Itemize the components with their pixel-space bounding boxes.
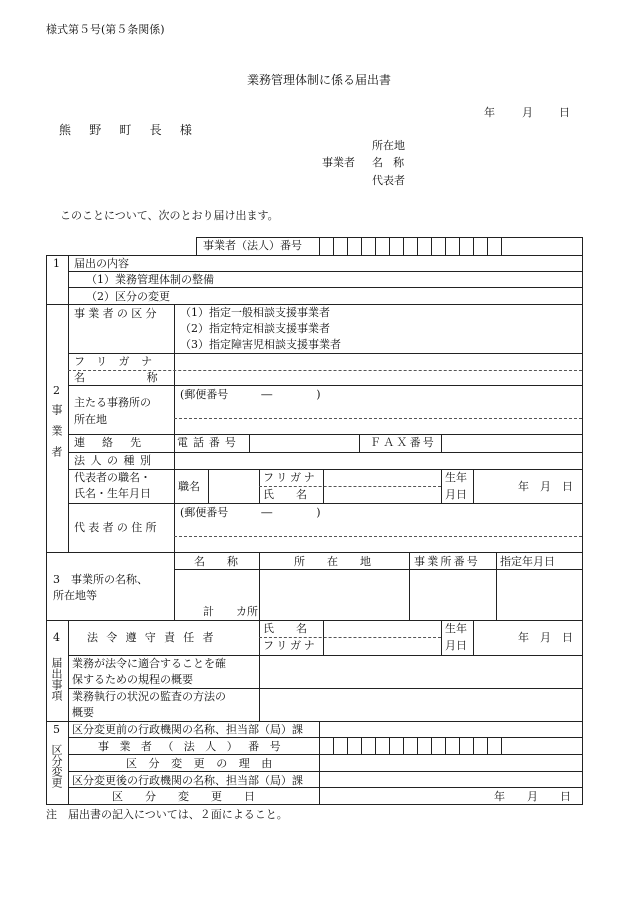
representative-label-2: 氏名・生年月日	[74, 487, 151, 500]
table-rule-vertical	[473, 469, 474, 503]
table-rule-horizontal	[68, 688, 582, 689]
intro-text: このことについて、次のとおり届け出ます。	[60, 209, 279, 222]
table-rule-vertical	[459, 237, 460, 255]
table-rule-vertical	[347, 237, 348, 255]
name-label: 名称	[74, 371, 220, 384]
table-rule-vertical	[319, 721, 320, 805]
table-rule-horizontal	[68, 353, 582, 354]
table-rule-horizontal	[174, 569, 582, 570]
table-rule-horizontal	[46, 804, 583, 805]
table-rule-vertical	[259, 552, 260, 620]
job-title-label: 職名	[178, 480, 200, 493]
rep-name-label: 氏 名	[263, 488, 307, 501]
category-general-support: （1）指定一般相談支援事業者	[180, 306, 330, 319]
phone-label: 電話番号	[177, 436, 241, 449]
officer-birth-ymd: 年 月 日	[518, 631, 573, 644]
contact-label: 連絡先	[74, 436, 159, 449]
rep-address-label: 代表者の住所	[74, 521, 160, 534]
document-title: 業務管理体制に係る届出書	[247, 73, 392, 87]
table-rule-vertical	[496, 552, 497, 620]
table-rule-vertical	[431, 737, 432, 754]
compliance-rules-label-1: 業務が法令に適合することを確	[72, 657, 226, 670]
notification-item-system: （1）業務管理体制の整備	[86, 273, 214, 286]
table-rule-vertical	[431, 237, 432, 255]
table-rule-horizontal	[174, 418, 582, 419]
table-rule-vertical	[319, 237, 320, 255]
table-rule-horizontal	[68, 434, 582, 435]
date-day: 日	[559, 106, 570, 119]
table-rule-vertical	[68, 721, 69, 805]
rep-birth-label-1: 生年	[445, 471, 467, 484]
table-rule-vertical	[68, 620, 69, 721]
table-rule-vertical	[375, 737, 376, 754]
table-rule-vertical	[473, 620, 474, 655]
table-rule-vertical	[359, 434, 360, 452]
table-rule-vertical	[445, 737, 446, 754]
table-rule-horizontal	[68, 787, 582, 788]
audit-method-label-2: 概要	[72, 706, 94, 719]
table-rule-vertical	[473, 737, 474, 754]
form-number: 様式第５号(第５条関係)	[46, 23, 165, 36]
main-office-label-1: 主たる事務所の	[74, 396, 151, 409]
addressee: 熊 野 町 長 様	[59, 123, 200, 137]
representative-label: 代表者	[372, 174, 405, 187]
table-rule-vertical	[174, 552, 175, 620]
table-rule-horizontal	[68, 503, 582, 504]
compliance-officer-label: 法令遵守責任者	[87, 631, 222, 644]
section-4-side-label: 届出事項	[50, 657, 63, 701]
table-rule-horizontal	[46, 304, 583, 305]
table-rule-horizontal	[259, 486, 441, 487]
section-3-label-1: 3 事業所の名称、	[53, 573, 148, 586]
table-rule-horizontal	[68, 287, 582, 288]
main-office-label-2: 所在地	[74, 413, 107, 426]
table-rule-horizontal	[46, 552, 583, 553]
table-rule-vertical	[501, 237, 502, 255]
section-5-number: 5	[53, 723, 60, 736]
location-label: 所在地	[372, 139, 405, 152]
table-rule-vertical	[417, 737, 418, 754]
table-rule-horizontal	[68, 469, 582, 470]
table-rule-vertical	[361, 237, 362, 255]
section-1-title: 届出の内容	[74, 257, 129, 270]
table-rule-vertical	[409, 552, 410, 620]
officer-furigana-label: フリガナ	[263, 639, 318, 652]
rep-furigana-label: フリガナ	[263, 471, 318, 484]
main-office-postal: (郵便番号 ― )	[180, 388, 321, 401]
section-3-label-2: 所在地等	[53, 589, 97, 602]
table-rule-horizontal	[68, 385, 582, 386]
compliance-rules-label-2: 保するための規程の概要	[72, 673, 193, 686]
table-rule-vertical	[259, 620, 260, 721]
office-number-header: 事業所番号	[414, 555, 480, 568]
operator-number-label: 事業者（法人）番号	[203, 239, 302, 252]
table-rule-vertical	[347, 737, 348, 754]
table-rule-vertical	[333, 237, 334, 255]
table-rule-vertical	[441, 620, 442, 655]
change-date-ymd: 年 月 日	[494, 790, 571, 803]
table-rule-vertical	[68, 304, 69, 552]
table-rule-horizontal	[174, 536, 582, 537]
table-rule-vertical	[208, 469, 209, 503]
date-month: 月	[522, 106, 533, 119]
new-agency-label: 区分変更後の行政機関の名称、担当部（局）課	[72, 774, 303, 787]
section-2-number: 2	[53, 384, 60, 397]
officer-name-label: 氏 名	[263, 622, 307, 635]
table-rule-horizontal	[68, 452, 582, 453]
furigana-label: フリガナ	[74, 355, 164, 368]
change-date-label: 区分変更日	[112, 790, 277, 803]
operator-category-label: 事業者の区分	[74, 307, 160, 320]
rep-birth-ymd: 年 月 日	[518, 480, 573, 493]
table-rule-horizontal	[68, 737, 582, 738]
table-rule-horizontal	[68, 271, 582, 272]
category-specific-support: （2）指定特定相談支援事業者	[180, 322, 330, 335]
table-rule-vertical	[441, 469, 442, 503]
office-location-header: 所 在 地	[294, 555, 371, 568]
table-rule-vertical	[249, 434, 250, 452]
table-rule-vertical	[375, 237, 376, 255]
table-rule-horizontal	[68, 655, 582, 656]
table-rule-vertical	[174, 304, 175, 552]
section-2-side-label: 事業者	[50, 404, 63, 467]
footnote: 注 届出書の記入については、２面によること。	[46, 808, 288, 821]
table-rule-vertical	[68, 255, 69, 304]
table-rule-vertical	[389, 737, 390, 754]
table-rule-vertical	[389, 237, 390, 255]
change-operator-number-label: 事業者（法人）番号	[98, 740, 292, 753]
table-rule-horizontal	[259, 637, 441, 638]
table-rule-vertical	[46, 255, 47, 805]
designated-date-header: 指定年月日	[500, 555, 555, 568]
corporation-type-label: 法人の種別	[74, 454, 157, 467]
category-child-support: （3）指定障害児相談支援事業者	[180, 338, 341, 351]
section-5-side-label: 区分変更	[50, 744, 63, 788]
operator-name-label: 名 称	[372, 156, 408, 169]
office-name-header: 名 称	[194, 555, 238, 568]
table-rule-vertical	[501, 737, 502, 754]
representative-label-1: 代表者の職名・	[74, 471, 151, 484]
table-rule-vertical	[333, 737, 334, 754]
table-rule-vertical	[445, 237, 446, 255]
change-reason-label: 区分変更の理由	[126, 757, 284, 770]
table-rule-horizontal	[46, 620, 583, 621]
table-rule-vertical	[196, 237, 197, 255]
table-rule-vertical	[403, 737, 404, 754]
table-rule-vertical	[473, 237, 474, 255]
date-year: 年	[484, 106, 495, 119]
prior-agency-label: 区分変更前の行政機関の名称、担当部（局）課	[72, 723, 303, 736]
rep-address-postal: (郵便番号 ― )	[180, 506, 321, 519]
table-rule-vertical	[417, 237, 418, 255]
operator-label: 事業者	[322, 156, 355, 169]
officer-birth-label-2: 月日	[445, 639, 467, 652]
table-rule-vertical	[361, 737, 362, 754]
table-rule-horizontal	[68, 771, 582, 772]
section-4-number: 4	[53, 631, 60, 644]
table-rule-horizontal	[68, 754, 582, 755]
table-rule-vertical	[582, 237, 583, 805]
rep-birth-label-2: 月日	[445, 488, 467, 501]
audit-method-label-1: 業務執行の状況の監査の方法の	[72, 690, 226, 703]
table-rule-vertical	[459, 737, 460, 754]
fax-label: ＦＡＸ番号	[370, 436, 436, 449]
table-rule-vertical	[441, 434, 442, 452]
notification-item-change: （2）区分の変更	[86, 290, 170, 303]
office-total-label: 計 カ所	[203, 605, 258, 618]
officer-birth-label-1: 生年	[445, 622, 467, 635]
table-rule-horizontal	[46, 721, 583, 722]
table-rule-vertical	[403, 237, 404, 255]
table-rule-vertical	[487, 237, 488, 255]
table-rule-horizontal	[46, 255, 583, 256]
section-1-number: 1	[53, 257, 60, 270]
table-rule-vertical	[487, 737, 488, 754]
